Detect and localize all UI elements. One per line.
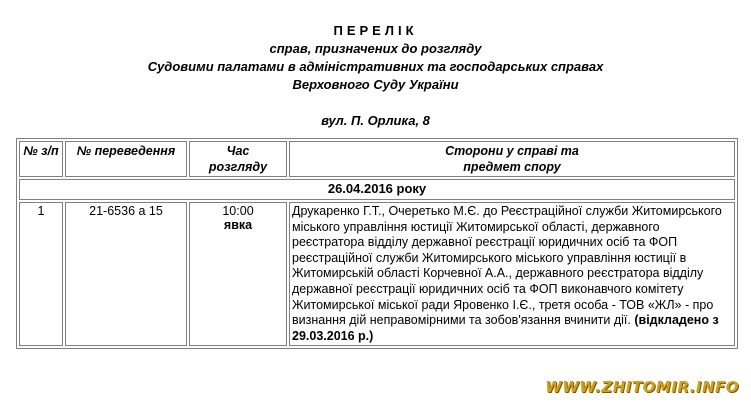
subtitle-line-1: справ, призначених до розгляду [269,41,482,56]
cases-table [16,138,738,349]
case-number-cell: 1 [19,202,63,346]
case-description-cell [289,202,735,346]
case-id-cell: 21-6536 а 15 [65,202,187,346]
document-header [0,22,751,130]
court-address: вул. П. Орлика, 8 [321,113,430,128]
column-header-case: № переведення [65,141,187,177]
site-watermark: WWW.ZHITOMIR.INFO [545,378,739,396]
column-header-description-line-2: предмет спору [463,160,561,174]
column-header-description-line-1: Сторони у справі та [445,144,579,158]
date-row [19,179,735,200]
subtitle-line-3: Верховного Суду України [292,77,459,92]
column-header-time-line-1: Час [226,144,250,158]
table-header-row [19,141,735,177]
document-title: ПЕРЕЛІК [333,23,418,38]
hearing-time: 10:00 [222,204,254,218]
postponement-note: (відкладено з 29.03.2016 р.) [292,313,719,343]
column-header-number: № з/п [19,141,63,177]
column-header-time-line-2: розгляду [208,160,268,174]
hearing-date: 26.04.2016 року [19,179,735,200]
column-header-description [289,141,735,177]
case-description: Друкаренко Г.Т., Очеретько М.Є. до Реєстраційної служби Житомирського міського управління юстиції Житомирської області, державного реєстратора відділу державної реєстрації юридичних осіб та ФОП реєстраційної служби Житомирського міського управління юстиції в Житомирській області Корчевної А.А., державного реєстратора відділу державної реєстрації юридичних осіб та ФОП виконавчого комітету Житомирської міської ради Яровенко І.Є., третя особа - ТОВ «ЖЛ» - про визнання дій неправомірними та зобов'язання вчинити дії. [292,204,722,328]
attendance-status: явка [223,218,253,232]
hearing-time-cell [189,202,287,346]
column-header-time [189,141,287,177]
subtitle-line-2: Судовими палатами в адміністративних та господарських справах [147,59,604,74]
table-row [19,202,735,346]
